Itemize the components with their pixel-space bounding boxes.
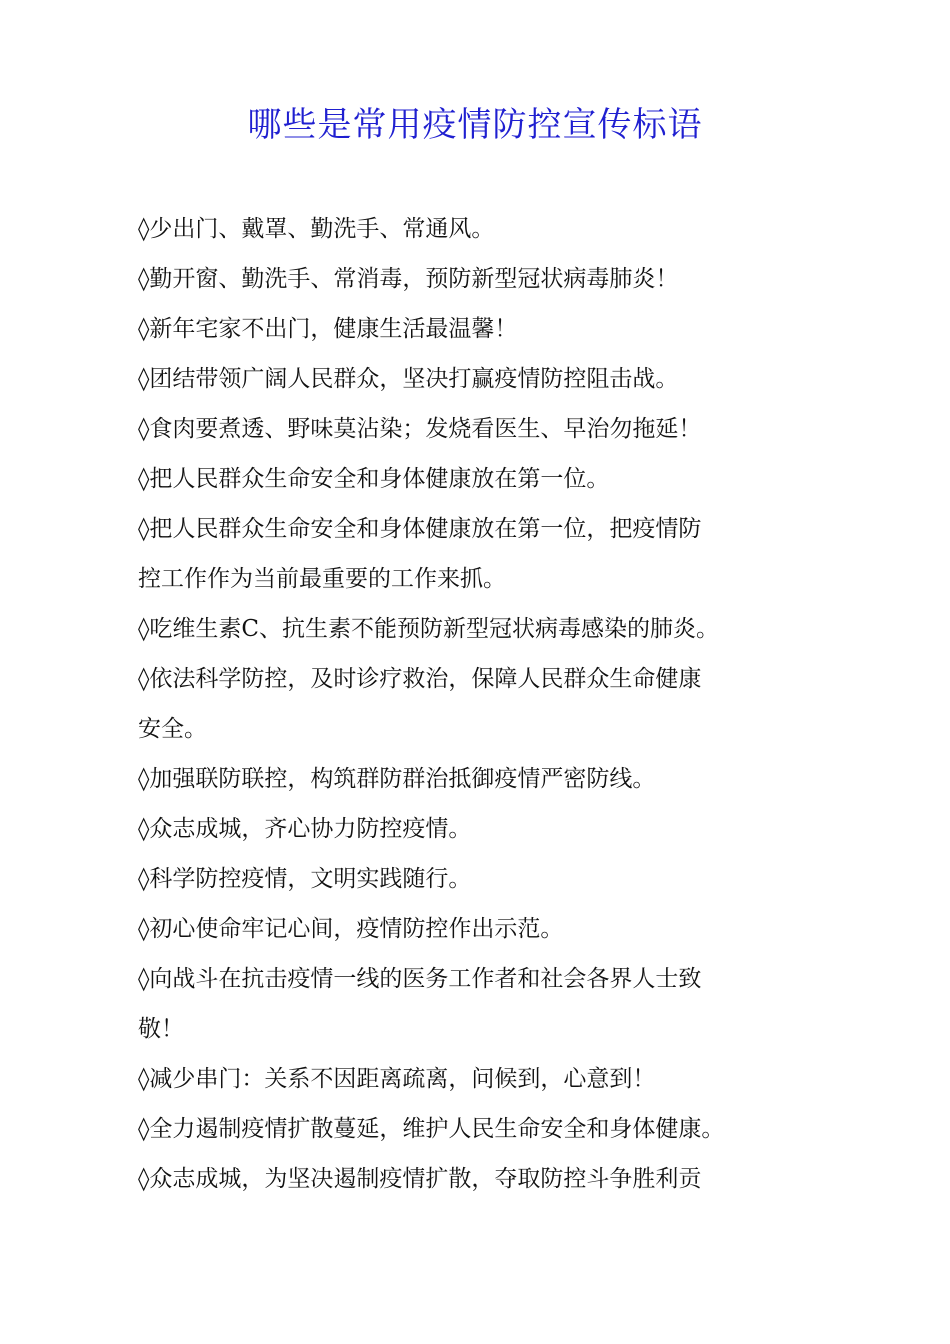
slogan-line: ◊加强联防联控，构筑群防群治抵御疫情严密防线。	[138, 766, 656, 792]
slogan-line: ◊少出门、戴罩、勤洗手、常通风。	[138, 216, 495, 242]
document-title: 哪些是常用疫情防控宣传标语	[247, 105, 703, 145]
slogan-line: ◊依法科学防控，及时诊疗救治，保障人民群众生命健康	[138, 666, 702, 692]
slogan-line: ◊科学防控疫情，文明实践随行。	[138, 866, 472, 892]
slogan-line: ◊众志成城，为坚决遏制疫情扩散，夺取防控斗争胜利贡	[138, 1166, 702, 1192]
slogan-line: ◊初心使命牢记心间，疫情防控作出示范。	[138, 916, 564, 942]
slogan-line-continuation: 安全。	[138, 716, 207, 742]
slogan-line: ◊吃维生素C、抗生素不能预防新型冠状病毒感染的肺炎。	[138, 616, 719, 642]
slogan-line: ◊向战斗在抗击疫情一线的医务工作者和社会各界人士致	[138, 966, 702, 992]
slogan-line: ◊食肉要煮透、野味莫沾染；发烧看医生、早治勿拖延！	[138, 416, 702, 442]
slogan-line-continuation: 控工作作为当前最重要的工作来抓。	[138, 566, 506, 592]
slogan-line: ◊新年宅家不出门，健康生活最温馨！	[138, 316, 518, 342]
slogan-line: ◊减少串门：关系不因距离疏离，问候到，心意到！	[138, 1066, 656, 1092]
slogan-line: ◊众志成城，齐心协力防控疫情。	[138, 816, 472, 842]
slogan-line: ◊团结带领广阔人民群众，坚决打赢疫情防控阻击战。	[138, 366, 679, 392]
slogan-line: ◊全力遏制疫情扩散蔓延，维护人民生命安全和身体健康。	[138, 1116, 725, 1142]
slogan-list	[138, 204, 758, 1204]
slogan-line: ◊把人民群众生命安全和身体健康放在第一位，把疫情防	[138, 516, 702, 542]
slogan-line: ◊勤开窗、勤洗手、常消毒，预防新型冠状病毒肺炎！	[138, 266, 679, 292]
slogan-line-continuation: 敬！	[138, 1016, 184, 1042]
slogan-line: ◊把人民群众生命安全和身体健康放在第一位。	[138, 466, 610, 492]
